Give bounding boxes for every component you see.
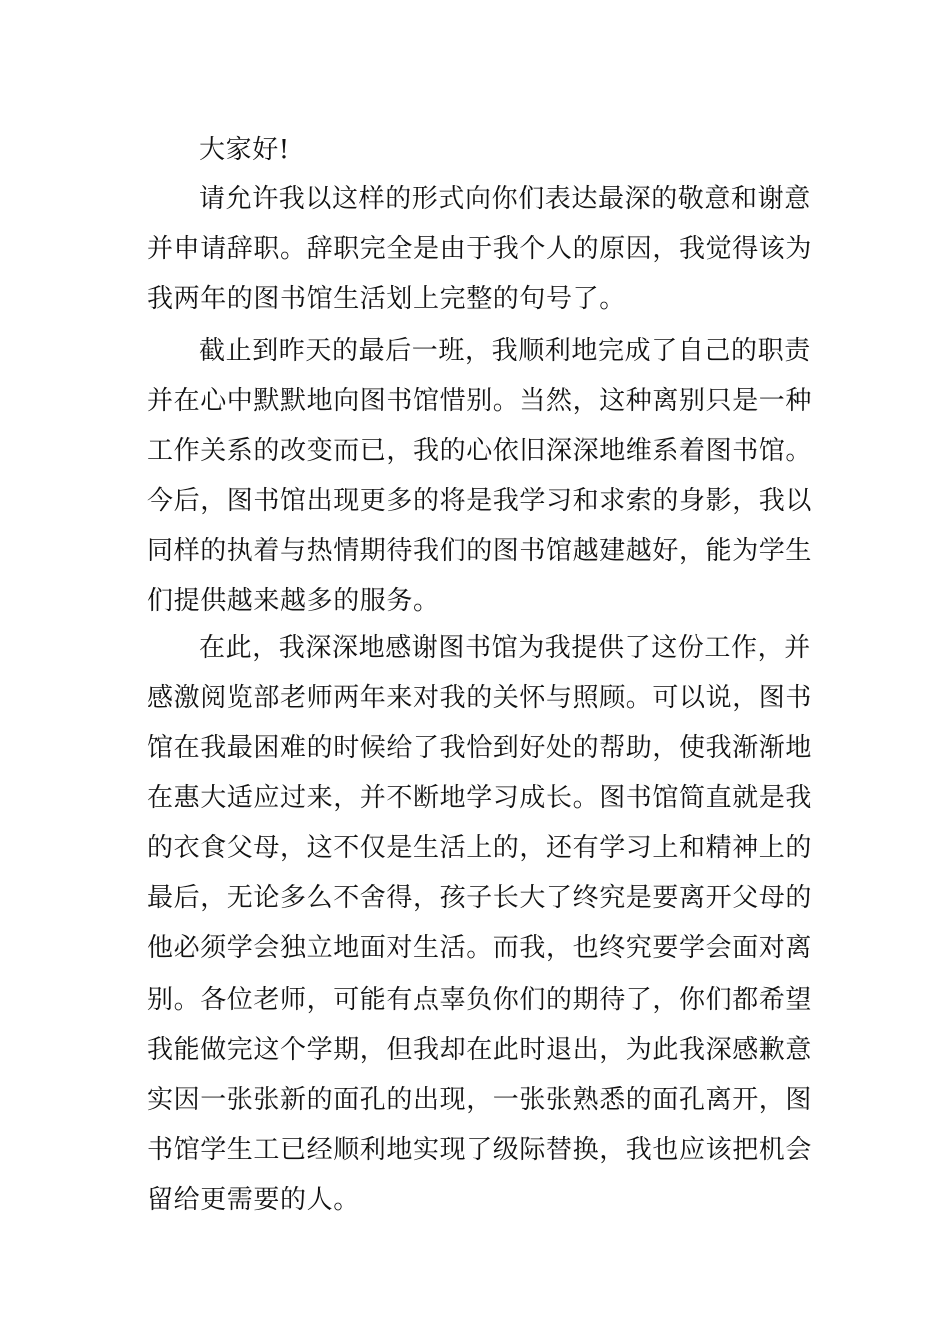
paragraph-3-line-3: 馆在我最困难的时候给了我恰到好处的帮助，使我渐渐地 [147,733,813,763]
paragraph-3-line-11: 书馆学生工已经顺利地实现了级际替换，我也应该把机会 [147,1135,813,1165]
paragraph-3-line-12: 留给更需要的人。 [147,1185,360,1215]
paragraph-3-line-8: 别。各位老师，可能有点辜负你们的期待了，你们都希望 [147,985,813,1015]
greeting-line: 大家好! [199,135,290,165]
paragraph-3-line-9: 我能做完这个学期，但我却在此时退出，为此我深感歉意 [147,1035,813,1065]
paragraph-3-line-1: 在此，我深深地感谢图书馆为我提供了这份工作，并 [199,633,811,663]
paragraph-1-line-3: 我两年的图书馆生活划上完整的句号了。 [147,284,626,314]
paragraph-2-line-2: 并在心中默默地向图书馆惜别。当然，这种离别只是一种 [147,386,813,416]
paragraph-2-line-1: 截止到昨天的最后一班，我顺利地完成了自己的职责 [199,336,811,366]
paragraph-3-line-6: 最后，无论多么不舍得，孩子长大了终究是要离开父母的 [147,883,813,913]
paragraph-3-line-7: 他必须学会独立地面对生活。而我，也终究要学会面对离 [147,933,813,963]
paragraph-3-line-10: 实因一张张新的面孔的出现，一张张熟悉的面孔离开，图 [147,1085,813,1115]
paragraph-2-line-3: 工作关系的改变而已，我的心依旧深深地维系着图书馆。 [147,436,813,466]
paragraph-3-line-2: 感激阅览部老师两年来对我的关怀与照顾。可以说，图书 [147,683,813,713]
paragraph-2-line-5: 同样的执着与热情期待我们的图书馆越建越好，能为学生 [147,536,813,566]
paragraph-3-line-5: 的衣食父母，这不仅是生活上的，还有学习上和精神上的 [147,833,813,863]
paragraph-2-line-4: 今后，图书馆出现更多的将是我学习和求索的身影，我以 [147,486,813,516]
paragraph-2-line-6: 们提供越来越多的服务。 [147,586,440,616]
paragraph-1-line-1: 请允许我以这样的形式向你们表达最深的敬意和谢意 [199,184,811,214]
paragraph-3-line-4: 在惠大适应过来，并不断地学习成长。图书馆简直就是我 [147,783,813,813]
paragraph-1-line-2: 并申请辞职。辞职完全是由于我个人的原因，我觉得该为 [147,234,813,264]
